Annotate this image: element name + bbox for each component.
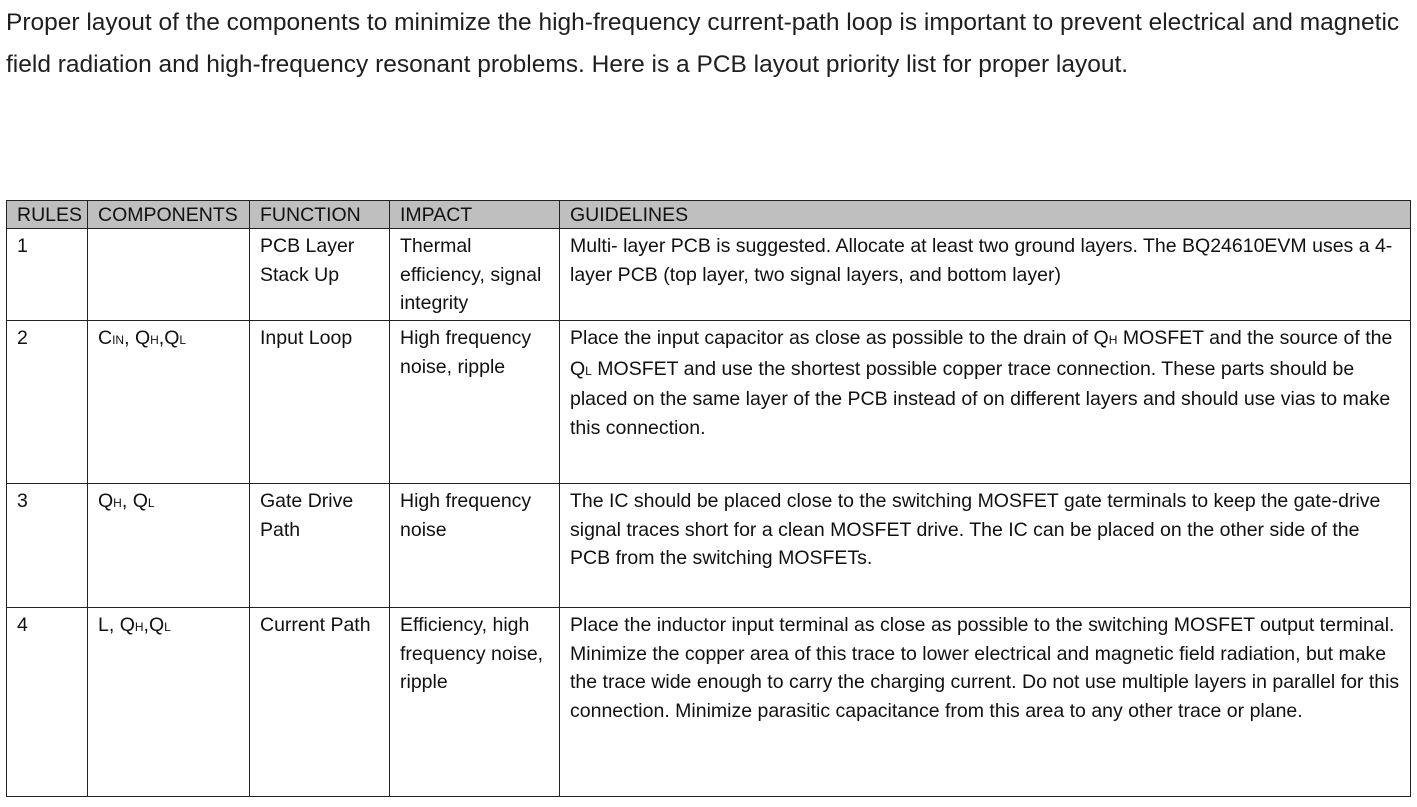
guideline-subscript: L xyxy=(585,363,592,378)
component-subscript: H xyxy=(150,333,159,347)
component-subscript: H xyxy=(134,620,144,634)
component-subscript: H xyxy=(113,496,122,510)
cell-guidelines: Place the inductor input terminal as close as possible to the switching MOSFET output terminal. Minimize the copper area of this trace to lower electrical and magnetic field radiation, but make the trace wide enough to carry the charging current. Do not use multiple layers in parallel for this connection. Minimize parasitic capacitance from this area to any other trace or plane. xyxy=(560,608,1411,797)
cell-impact: High frequency noise xyxy=(390,484,560,608)
cell-components xyxy=(88,229,250,321)
cell-impact: High frequency noise, ripple xyxy=(390,321,560,484)
table-row xyxy=(7,229,1411,321)
cell-rule: 2 xyxy=(7,321,88,484)
cell-components xyxy=(88,484,250,608)
table-row xyxy=(7,321,1411,484)
intro-paragraph: Proper layout of the components to minimize the high-frequency current-path loop is important to prevent electrical and magnetic field radiation and high-frequency resonant problems. Here is a PCB layout priority list for proper layout. xyxy=(6,9,1400,78)
cell-components xyxy=(88,608,250,797)
cell-impact: Efficiency, high frequency noise, ripple xyxy=(390,608,560,797)
component-symbol: Q xyxy=(98,490,114,512)
header-function: FUNCTION xyxy=(250,201,390,229)
component-symbol: Q xyxy=(119,614,135,636)
component-symbol: Q xyxy=(148,614,165,636)
header-components: COMPONENTS xyxy=(88,201,250,229)
header-rules: RULES xyxy=(7,201,88,229)
component-symbol: Q xyxy=(164,327,180,349)
guideline-subscript: H xyxy=(1108,333,1118,347)
cell-guidelines: The IC should be placed close to the switching MOSFET gate terminals to keep the gate-drive signal traces short for a clean MOSFET drive. The IC can be placed on the other side of the PCB from the switching MOSFETs. xyxy=(560,484,1411,608)
component-symbol: Q xyxy=(132,490,148,512)
cell-function: PCB Layer Stack Up xyxy=(250,229,390,321)
cell-rule: 4 xyxy=(7,608,88,797)
component-subscript: L xyxy=(179,333,187,347)
component-separator: , xyxy=(143,614,149,636)
guideline-text: MOSFET and the source of the Q xyxy=(570,327,1393,380)
cell-function: Current Path xyxy=(250,608,390,797)
guideline-text: Place the input capacitor as close as possible to the drain of Q xyxy=(570,327,1109,349)
table-header-row xyxy=(7,201,1411,229)
component-subscript: IN xyxy=(112,333,125,347)
cell-guidelines: Multi- layer PCB is suggested. Allocate at least two ground layers. The BQ24610EVM uses a 4-layer PCB (top layer, two signal layers, and bottom layer) xyxy=(560,229,1411,321)
header-guidelines: GUIDELINES xyxy=(560,201,1411,229)
cell-rule: 1 xyxy=(7,229,88,321)
cell-impact: Thermal efficiency, signal integrity xyxy=(390,229,560,321)
table-row xyxy=(7,484,1411,608)
cell-function: Gate Drive Path xyxy=(250,484,390,608)
cell-function: Input Loop xyxy=(250,321,390,484)
component-symbol: L, xyxy=(98,614,120,636)
component-symbol: C xyxy=(98,327,113,349)
guideline-text: MOSFET and use the shortest possible copper trace connection. These parts should be placed on the same layer of the PCB instead of on different layers and should use vias to make this connection. xyxy=(570,357,1391,439)
component-separator: , xyxy=(121,490,133,512)
component-separator: , xyxy=(158,327,165,349)
cell-rule: 3 xyxy=(7,484,88,608)
table-row xyxy=(7,608,1411,797)
cell-components xyxy=(88,321,250,484)
component-subscript: L xyxy=(164,620,171,634)
cell-guidelines xyxy=(560,321,1411,484)
header-impact: IMPACT xyxy=(390,201,560,229)
component-symbol: Q xyxy=(134,327,151,349)
component-subscript: L xyxy=(147,496,155,510)
component-separator: , xyxy=(124,327,135,349)
pcb-layout-rules-table xyxy=(6,200,1411,797)
